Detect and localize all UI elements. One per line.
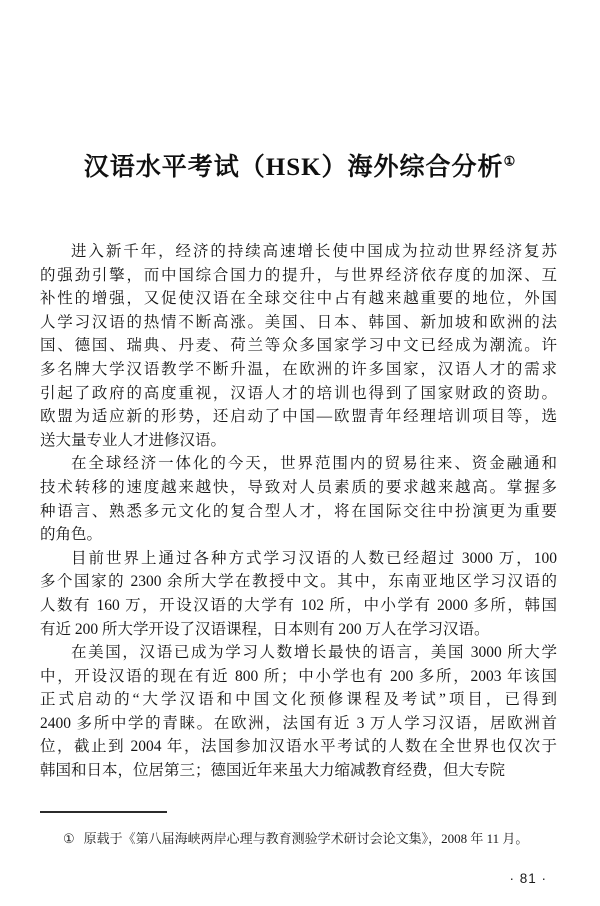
body-text-line: 在全球经济一体化的今天，世界范围内的贸易往来、资金融通和 [71, 455, 557, 473]
body-text-line: 送大量专业人才进修汉语。 [40, 431, 227, 449]
footnote [40, 829, 557, 848]
body-text-line: 的强劲引擎，而中国综合国力的提升，与世界经济依存度的加深、互 [40, 266, 557, 284]
page-number: · 81 · [509, 871, 547, 886]
footnote-marker: ① [63, 831, 75, 846]
body-text-line: 国、德国、瑞典、丹麦、荷兰等众多国家学习中文已经成为潮流。许 [40, 337, 557, 355]
body-text-line: 多名牌大学汉语教学不断升温，在欧洲的许多国家，汉语人才的需求 [40, 360, 557, 378]
body-text-line: 进入新千年，经济的持续高速增长使中国成为拉动世界经济复苏 [71, 243, 557, 260]
body-text-line: 韩国和日本，位居第三；德国近年来虽大力缩减教育经费，但大专院 [40, 762, 506, 780]
title-footnote-marker: ① [503, 153, 517, 169]
body-text-line: 种语言、熟悉多元文化的复合型人才，将在国际交往中扮演更为重要 [40, 502, 557, 520]
article-body [40, 240, 557, 783]
body-text-line: 有近 200 所大学开设了汉语课程，日本则有 200 万人在学习汉语。 [40, 620, 490, 638]
body-text-line: 人数有 160 万，开设汉语的大学有 102 所，中小学有 2000 多所，韩国 [40, 596, 557, 614]
footnote-divider [40, 811, 167, 813]
body-text-line: 在美国，汉语已成为学习人数增长最快的语言，美国 3000 所大学 [71, 644, 557, 662]
body-text-line: 欧盟为适应新的形势，还启动了中国—欧盟青年经理培训项目等，选 [40, 408, 557, 426]
footnote-text: 原载于《第八届海峡两岸心理与教育测验学术研讨会论文集》，2008 年 11 月。 [83, 831, 529, 846]
page-title [0, 150, 600, 186]
body-text-line: 人学习汉语的热情不断高涨。美国、日本、韩国、新加坡和欧洲的法 [40, 313, 557, 331]
body-text-line: 目前世界上通过各种方式学习汉语的人数已经超过 3000 万，100 [71, 549, 557, 567]
body-text-line: 正式启动的“大学汉语和中国文化预修课程及考试”项目，已得到 [40, 691, 557, 709]
body-text-line: 的角色。 [40, 526, 103, 544]
body-text-line: 补性的增强，又促使汉语在全球交往中占有越来越重要的地位，外国 [40, 290, 557, 308]
body-text-line: 中，开设汉语的现在有近 800 所；中小学也有 200 多所，2003 年该国 [40, 667, 557, 685]
body-text-line: 2400 多所中学的青睐。在欧洲，法国有近 3 万人学习汉语，居欧洲首 [40, 714, 557, 732]
body-text-line: 技术转移的速度越来越快，导致对人员素质的要求越来越高。掌握多 [40, 478, 557, 496]
body-text-line: 引起了政府的高度重视，汉语人才的培训也得到了国家财政的资助。 [40, 384, 557, 402]
body-text-line: 多个国家的 2300 余所大学在教授中文。其中，东南亚地区学习汉语的 [40, 573, 557, 591]
body-text-line: 位，截止到 2004 年，法国参加汉语水平考试的人数在全世界也仅次于 [40, 738, 557, 756]
title-text: 汉语水平考试（HSK）海外综合分析 [83, 154, 504, 181]
